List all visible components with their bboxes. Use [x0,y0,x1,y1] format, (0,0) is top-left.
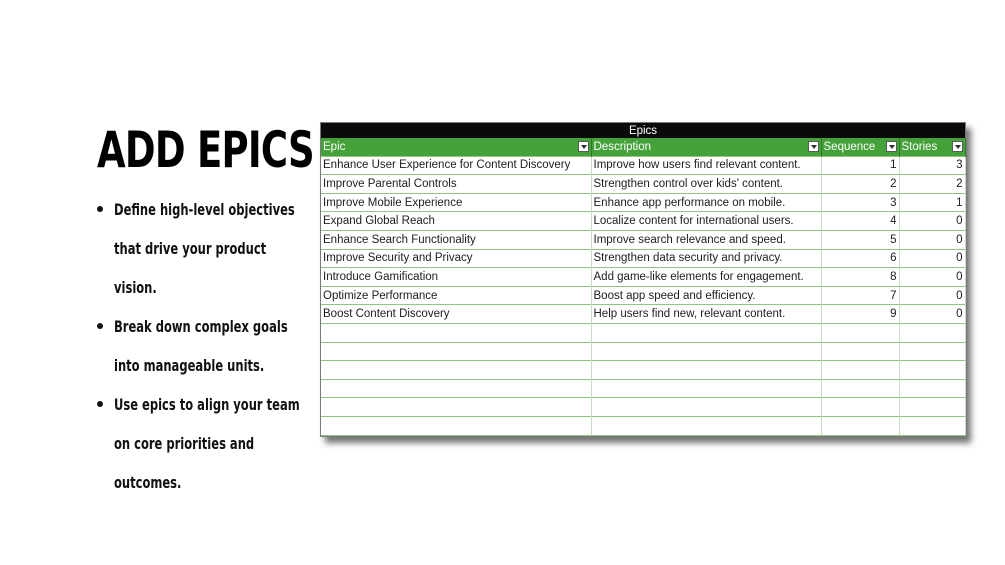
table-row [321,175,965,194]
cell-stories[interactable]: 0 [899,268,965,287]
cell-description[interactable]: Add game-like elements for engagement. [591,268,821,287]
bullet-dot-icon [97,401,103,407]
cell-epic[interactable]: Improve Security and Privacy [321,249,591,268]
cell-stories[interactable] [899,398,965,417]
cell-stories[interactable]: 0 [899,286,965,305]
filter-dropdown-icon[interactable] [886,141,897,152]
column-header-label: Stories [901,140,938,153]
cell-epic[interactable]: Improve Parental Controls [321,175,591,194]
bullet-item [92,385,322,502]
table-header-row [321,138,965,156]
cell-description[interactable]: Boost app speed and efficiency. [591,286,821,305]
cell-epic[interactable] [321,342,591,361]
cell-description[interactable]: Strengthen control over kids' content. [591,175,821,194]
cell-stories[interactable]: 0 [899,249,965,268]
filter-dropdown-icon[interactable] [808,141,819,152]
cell-stories[interactable] [899,342,965,361]
cell-sequence[interactable]: 1 [821,156,899,175]
table-row [321,249,965,268]
cell-description[interactable]: Help users find new, relevant content. [591,305,821,324]
cell-description[interactable] [591,323,821,342]
cell-epic[interactable] [321,398,591,417]
table-row [321,305,965,324]
bullet-dot-icon [97,206,103,212]
cell-stories[interactable]: 0 [899,230,965,249]
cell-sequence[interactable]: 8 [821,268,899,287]
table-row [321,230,965,249]
cell-stories[interactable] [899,323,965,342]
cell-sequence[interactable] [821,323,899,342]
cell-epic[interactable] [321,379,591,398]
cell-description[interactable] [591,379,821,398]
cell-epic[interactable]: Optimize Performance [321,286,591,305]
cell-epic[interactable]: Expand Global Reach [321,212,591,231]
cell-description[interactable]: Strengthen data security and privacy. [591,249,821,268]
column-header-label: Sequence [823,140,876,153]
column-header-sequence[interactable] [821,138,899,156]
cell-description[interactable]: Enhance app performance on mobile. [591,193,821,212]
table-row [321,212,965,231]
table-row [321,379,965,398]
slide-title: ADD EPICS [97,121,314,179]
bullet-item [92,190,322,307]
cell-epic[interactable]: Enhance User Experience for Content Discovery [321,156,591,175]
table-row [321,398,965,417]
cell-epic[interactable]: Introduce Gamification [321,268,591,287]
cell-stories[interactable]: 1 [899,193,965,212]
bullet-dot-icon [97,323,103,329]
cell-sequence[interactable] [821,379,899,398]
cell-epic[interactable] [321,323,591,342]
cell-sequence[interactable]: 5 [821,230,899,249]
epics-table [321,123,966,436]
epics-table-screenshot [320,122,966,437]
bullet-text: Define high-level objectives that drive your product vision. [114,200,295,297]
table-row [321,323,965,342]
table-caption: Epics [321,123,965,138]
cell-sequence[interactable]: 3 [821,193,899,212]
table-row [321,156,965,175]
table-row [321,416,965,435]
cell-description[interactable]: Improve search relevance and speed. [591,230,821,249]
cell-epic[interactable]: Improve Mobile Experience [321,193,591,212]
column-header-description[interactable] [591,138,821,156]
cell-sequence[interactable] [821,342,899,361]
cell-stories[interactable]: 0 [899,212,965,231]
table-row [321,361,965,380]
cell-stories[interactable] [899,379,965,398]
cell-description[interactable] [591,416,821,435]
cell-sequence[interactable]: 7 [821,286,899,305]
cell-epic[interactable]: Boost Content Discovery [321,305,591,324]
cell-sequence[interactable] [821,361,899,380]
cell-description[interactable] [591,342,821,361]
cell-sequence[interactable]: 2 [821,175,899,194]
column-header-stories[interactable] [899,138,965,156]
cell-description[interactable]: Improve how users find relevant content. [591,156,821,175]
table-caption-row [321,123,965,138]
cell-description[interactable] [591,398,821,417]
table-row [321,268,965,287]
cell-description[interactable] [591,361,821,380]
filter-dropdown-icon[interactable] [952,141,963,152]
cell-stories[interactable] [899,361,965,380]
column-header-label: Description [593,140,652,153]
cell-stories[interactable]: 2 [899,175,965,194]
table-row [321,193,965,212]
cell-sequence[interactable]: 4 [821,212,899,231]
filter-dropdown-icon[interactable] [578,141,589,152]
table-row [321,342,965,361]
cell-stories[interactable]: 0 [899,305,965,324]
cell-sequence[interactable] [821,398,899,417]
cell-description[interactable]: Localize content for international users. [591,212,821,231]
bullet-text: Break down complex goals into manageable units. [114,317,288,375]
cell-epic[interactable] [321,416,591,435]
cell-stories[interactable]: 3 [899,156,965,175]
table-row [321,286,965,305]
cell-sequence[interactable] [821,416,899,435]
cell-sequence[interactable]: 9 [821,305,899,324]
bullet-text: Use epics to align your team on core priorities and outcomes. [114,395,300,492]
column-header-label: Epic [323,140,346,153]
cell-epic[interactable]: Enhance Search Functionality [321,230,591,249]
cell-stories[interactable] [899,416,965,435]
bullet-item [92,307,322,385]
bullet-list [92,190,322,502]
cell-epic[interactable] [321,361,591,380]
cell-sequence[interactable]: 6 [821,249,899,268]
column-header-epic[interactable] [321,138,591,156]
